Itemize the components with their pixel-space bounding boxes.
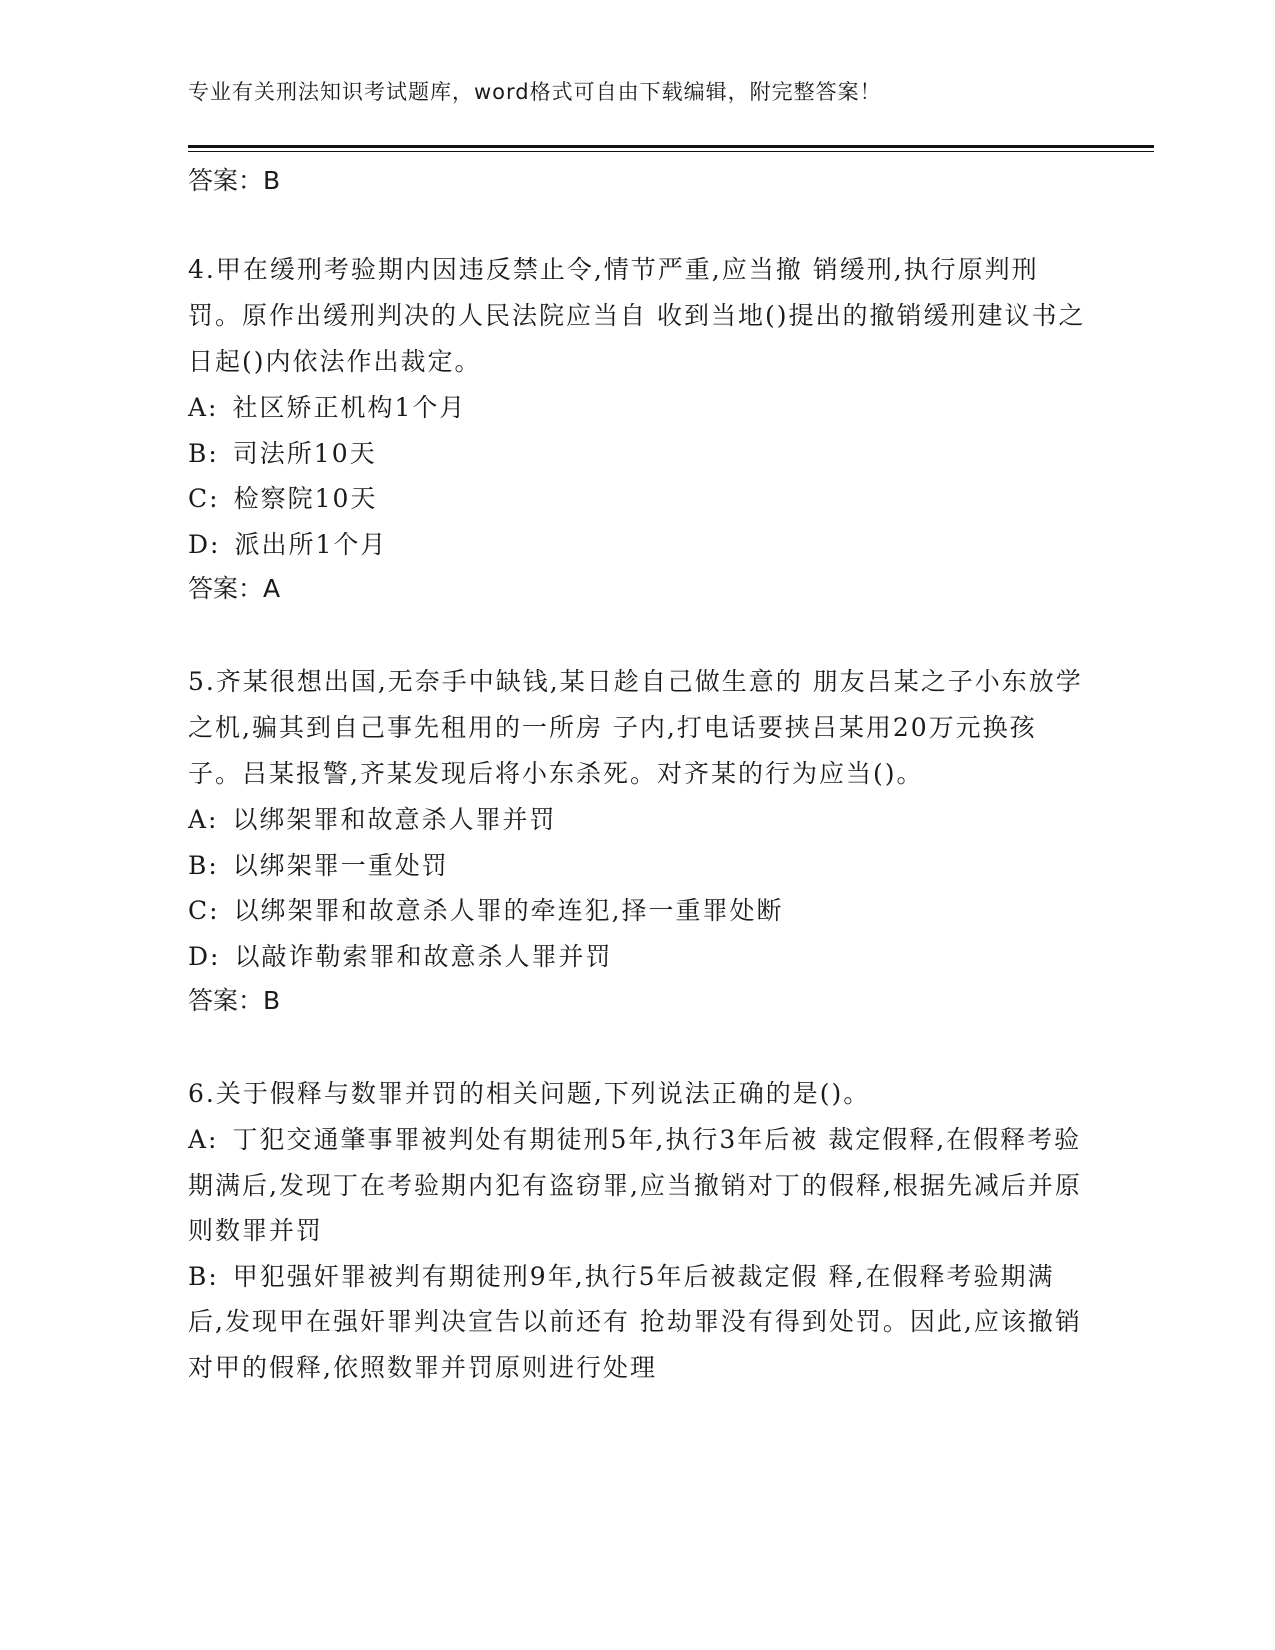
option-label: B: xyxy=(188,438,219,468)
option-label: C: xyxy=(188,484,220,513)
option-text: 丁犯交通肇事罪被判处有期徒刑5年,执行3年后被 裁定假释,在假释考验期满后,发现丁在考验期内犯有盗窃罪,应当撤销对丁的假释,根据先减后并原则数罪并罚 xyxy=(188,1125,1082,1245)
answer-value: B xyxy=(263,166,281,195)
option-label: D: xyxy=(188,529,221,559)
option-b xyxy=(188,1254,1088,1391)
option-b xyxy=(188,431,1088,477)
option-c xyxy=(188,476,1088,522)
question-stem: 5.齐某很想出国,无奈手中缺钱,某日趁自己做生意的 朋友吕某之子小东放学之机,骗其到自己事先租用的一所房 子内,打电话要挟吕某用20万元换孩子。吕某报警,齐某发现后将小东杀死。对齐某的行为应当()。 xyxy=(188,667,1083,788)
header-note: 专业有关刑法知识考试题库，word格式可自由下载编辑，附完整答案！ xyxy=(188,80,882,104)
option-label: D: xyxy=(188,941,221,971)
option-c xyxy=(188,888,1088,934)
option-label: B: xyxy=(188,1261,219,1291)
answer-value: B xyxy=(263,986,281,1015)
option-label: A: xyxy=(188,1125,219,1154)
option-a xyxy=(188,1117,1088,1254)
option-a xyxy=(188,797,1088,843)
option-text: 司法所10天 xyxy=(232,438,377,468)
option-text: 以绑架罪和故意杀人罪的牵连犯,择一重罪处断 xyxy=(233,896,784,925)
option-text: 以绑架罪和故意杀人罪并罚 xyxy=(232,805,557,834)
answer-prefix: 答案： xyxy=(188,166,264,195)
answer-value: A xyxy=(263,574,281,603)
question-stem: 4.甲在缓刑考验期内因违反禁止令,情节严重,应当撤 销缓刑,执行原判刑罚。原作出缓刑判决的人民法院应当自 收到当地()提出的撤销缓刑建议书之日起()内依法作出裁定。 xyxy=(188,255,1086,376)
page-content xyxy=(188,159,1088,1390)
option-b xyxy=(188,843,1088,889)
answer-q4 xyxy=(188,567,1088,611)
answer-q5 xyxy=(188,979,1088,1023)
question-4 xyxy=(188,247,1088,611)
option-d xyxy=(188,522,1088,568)
answer-q3 xyxy=(188,159,1088,203)
option-text: 以敲诈勒索罪和故意杀人罪并罚 xyxy=(234,941,613,971)
option-label: A: xyxy=(188,393,219,422)
answer-prefix: 答案： xyxy=(188,574,264,603)
option-a xyxy=(188,385,1088,431)
answer-prefix: 答案： xyxy=(188,986,264,1015)
option-text: 检察院10天 xyxy=(233,484,378,513)
option-text: 派出所1个月 xyxy=(234,529,388,559)
option-d xyxy=(188,934,1088,980)
option-label: C: xyxy=(188,896,220,925)
option-label: A: xyxy=(188,805,219,834)
option-label: B: xyxy=(188,850,219,880)
question-5 xyxy=(188,659,1088,1023)
question-6 xyxy=(188,1071,1088,1390)
option-text: 社区矫正机构1个月 xyxy=(232,393,467,422)
header-rule-thick xyxy=(188,145,1154,148)
header-rule-thin xyxy=(188,151,1154,152)
question-stem: 6.关于假释与数罪并罚的相关问题,下列说法正确的是()。 xyxy=(188,1079,871,1108)
option-text: 甲犯强奸罪被判有期徒刑9年,执行5年后被裁定假 释,在假释考验期满后,发现甲在强奸罪判决宣告以前还有 抢劫罪没有得到处罚。因此,应该撤销对甲的假释,依照数罪并罚原则进行处理 xyxy=(188,1261,1082,1382)
option-text: 以绑架罪一重处罚 xyxy=(232,850,449,880)
